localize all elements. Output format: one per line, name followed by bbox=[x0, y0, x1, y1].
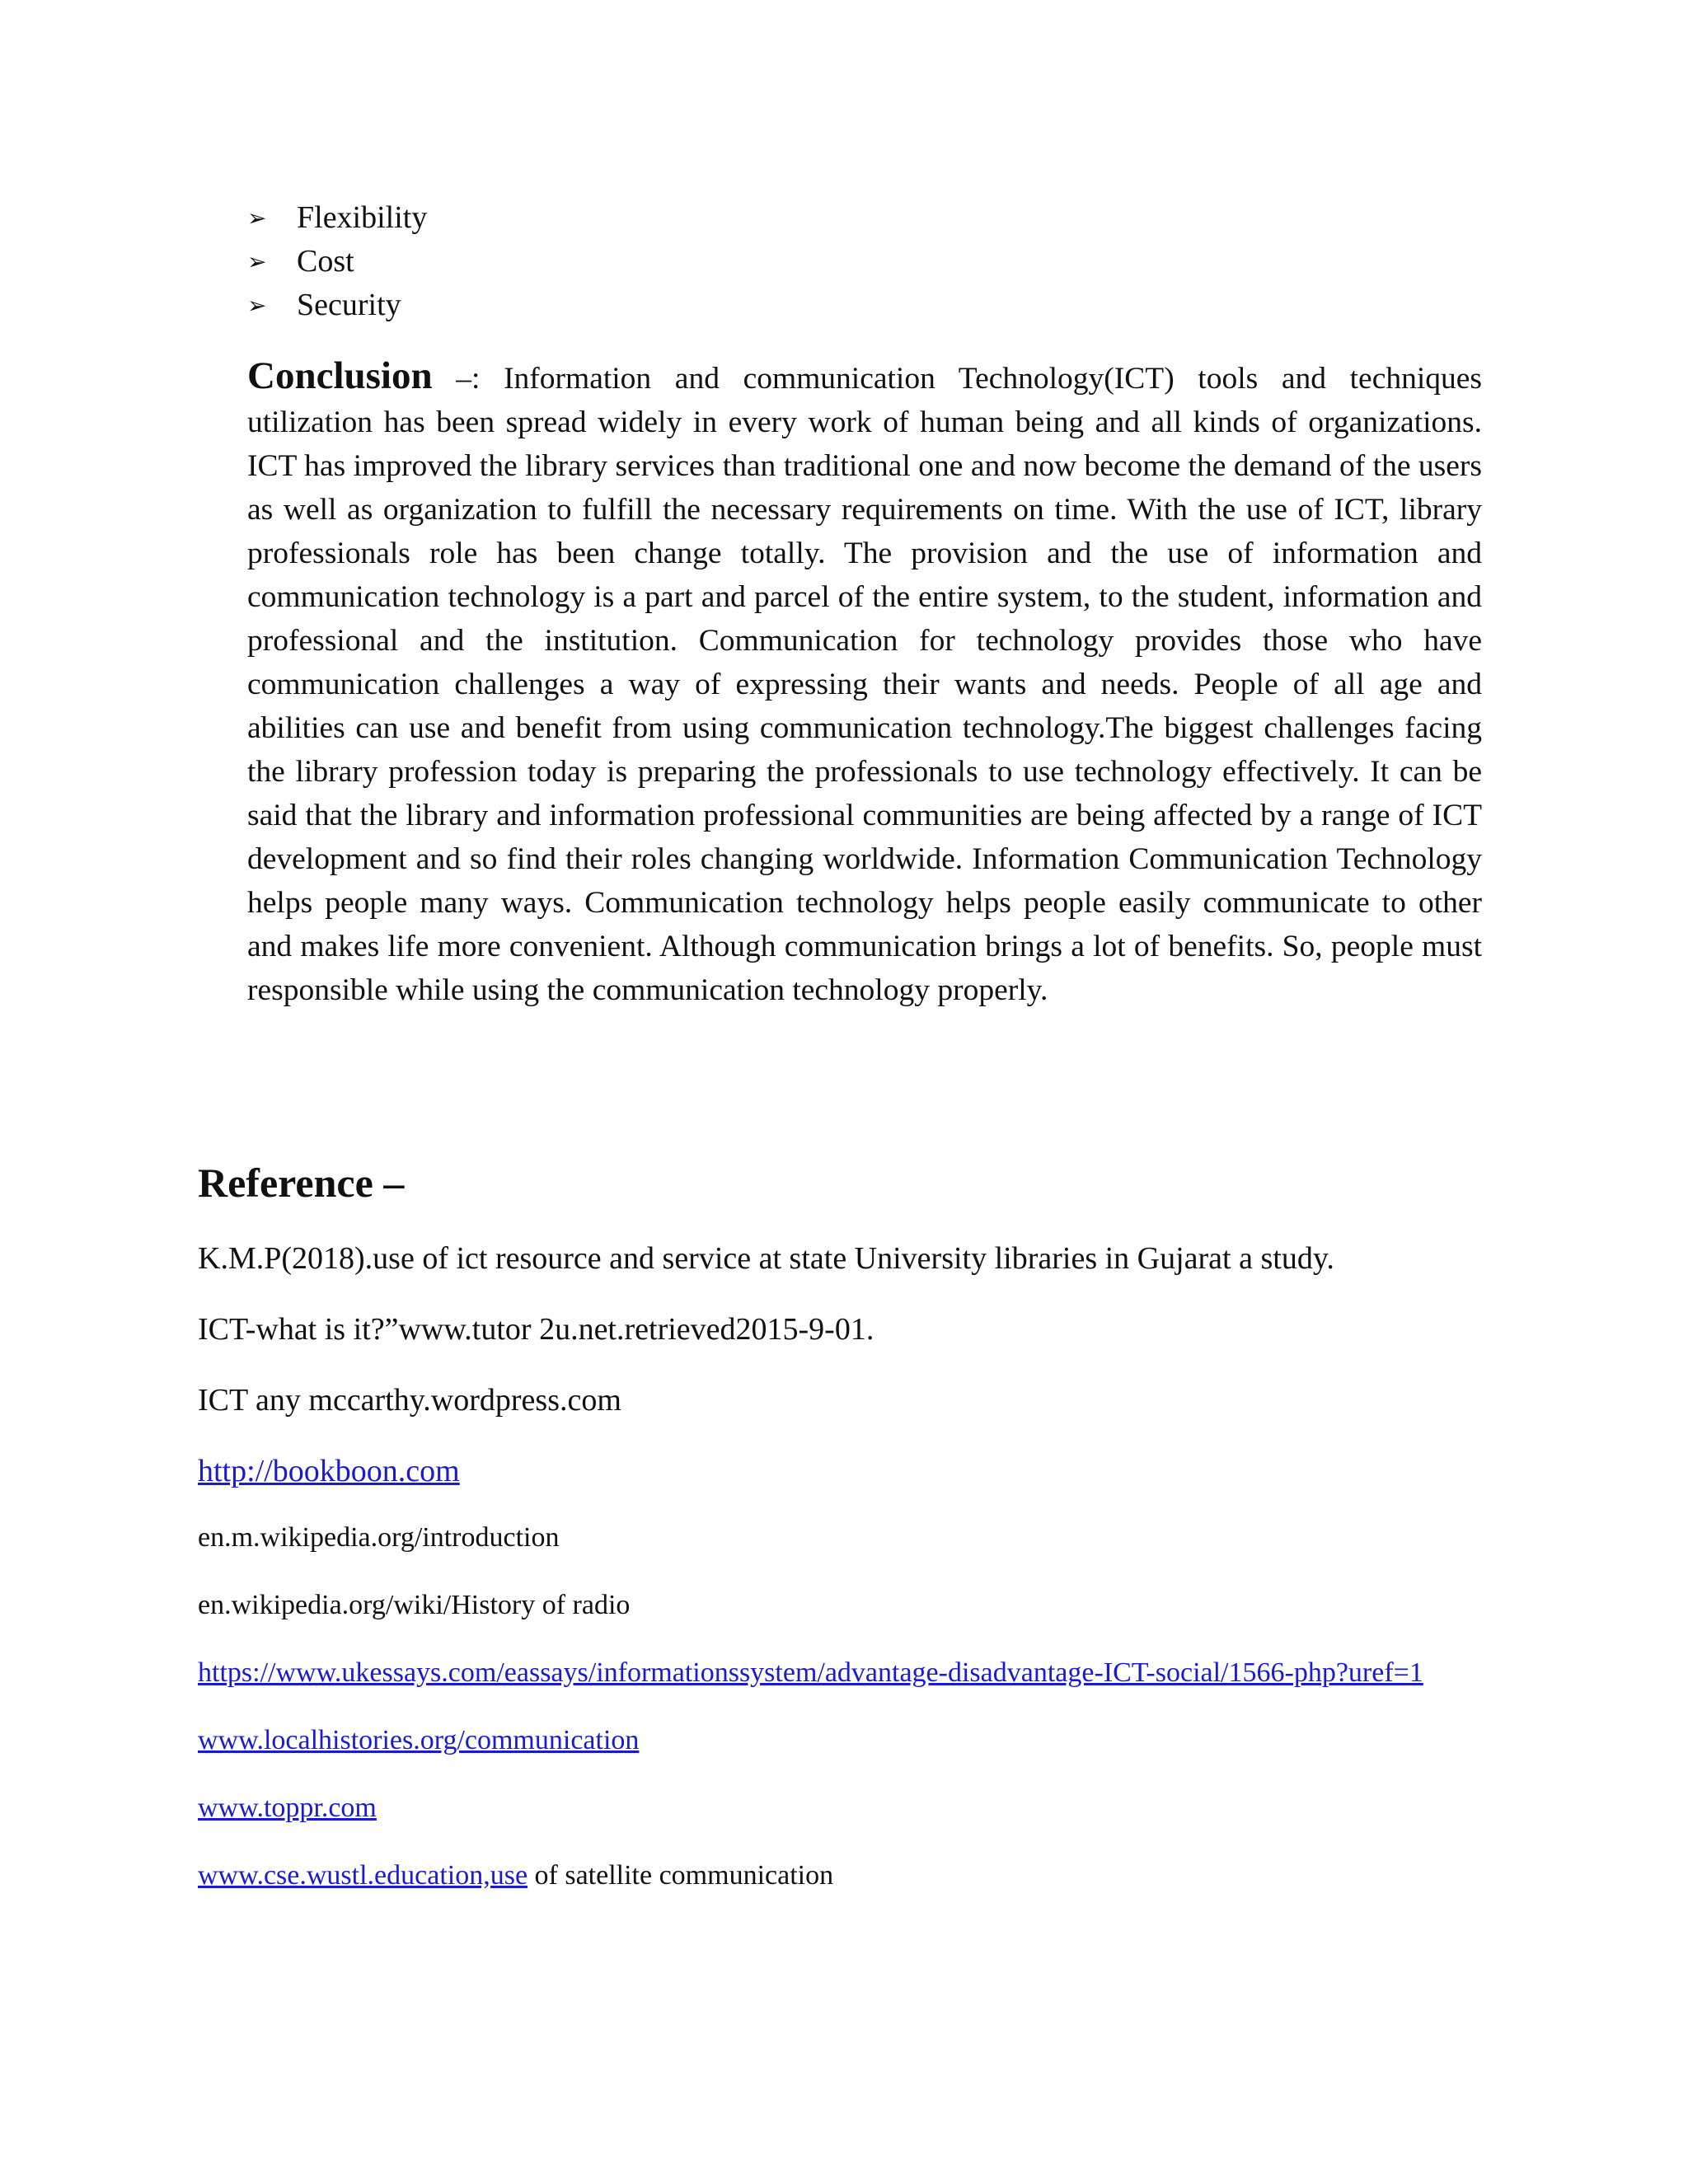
reference-item bbox=[198, 1378, 1484, 1422]
bullet-text: Flexibility bbox=[297, 200, 428, 235]
reference-heading: Reference – bbox=[198, 1160, 405, 1206]
bullet-text: Security bbox=[297, 288, 401, 322]
reference-text: en.wikipedia.org/wiki/History of radio bbox=[198, 1590, 631, 1620]
reference-item bbox=[198, 1307, 1484, 1352]
conclusion-body: –: Information and communication Technology(ICT) tools and techniques utilization has been spread widely in every work of human being and all kinds of organizations. ICT has improved the library services than traditional one and now become the demand of the users as well as organization to fulfill the necessary requirements on time. With the use of ICT, library professionals role has been change totally. The provision and the use of information and communication technology is a part and parcel of the entire system, to the student, information and professional and the institution. Communication for technology provides those who have communication challenges a way of expressing their wants and needs. People of all age and abilities can use and benefit from using communication technology.The biggest challenges facing the library profession today is preparing the professionals to use technology effectively. It can be said that the library and information professional communities are being affected by a range of ICT development and so find their roles changing worldwide. Information Communication Technology helps people many ways. Communication technology helps people easily communicate to other and makes life more convenient. Although communication brings a lot of benefits. So, people must responsible while using the communication technology properly. bbox=[247, 362, 1482, 1007]
reference-text: en.m.wikipedia.org/introduction bbox=[198, 1522, 560, 1553]
reference-text-suffix: of satellite communication bbox=[528, 1860, 834, 1891]
reference-item bbox=[198, 1721, 1484, 1760]
arrow-bullet-icon: ➢ bbox=[247, 204, 267, 232]
reference-link-localhistories[interactable]: www.localhistories.org/communication bbox=[198, 1725, 640, 1755]
reference-link-bookboon[interactable]: http://bookboon.com bbox=[198, 1454, 460, 1488]
bullet-item-security bbox=[247, 284, 427, 327]
reference-link-cse-wustl[interactable]: www.cse.wustl.education,use bbox=[198, 1860, 528, 1891]
reference-text: K.M.P(2018).use of ict resource and service at state University libraries in Gujarat a study. bbox=[198, 1241, 1334, 1276]
reference-item bbox=[198, 1653, 1484, 1693]
reference-text: ICT any mccarthy.wordpress.com bbox=[198, 1383, 621, 1418]
reference-item bbox=[198, 1856, 1484, 1896]
reference-link-toppr[interactable]: www.toppr.com bbox=[198, 1793, 377, 1823]
bullet-list bbox=[247, 196, 427, 327]
arrow-bullet-icon: ➢ bbox=[247, 248, 267, 275]
conclusion-heading: Conclusion bbox=[247, 354, 433, 397]
bullet-item-flexibility bbox=[247, 196, 427, 240]
reference-item bbox=[198, 1236, 1484, 1281]
reference-item bbox=[198, 1586, 1484, 1625]
reference-link-ukessays[interactable]: https://www.ukessays.com/eassays/informationssystem/advantage-disadvantage-ICT-social/1566-php?uref=1 bbox=[198, 1657, 1423, 1688]
reference-item bbox=[198, 1788, 1484, 1828]
bullet-text: Cost bbox=[297, 244, 354, 279]
reference-item bbox=[198, 1449, 1484, 1493]
reference-item bbox=[198, 1518, 1484, 1558]
reference-list bbox=[198, 1236, 1484, 1896]
conclusion-paragraph bbox=[247, 354, 1482, 1012]
reference-text: ICT-what is it?”www.tutor 2u.net.retrieved2015-9-01. bbox=[198, 1312, 874, 1347]
arrow-bullet-icon: ➢ bbox=[247, 292, 267, 319]
bullet-item-cost bbox=[247, 240, 427, 284]
